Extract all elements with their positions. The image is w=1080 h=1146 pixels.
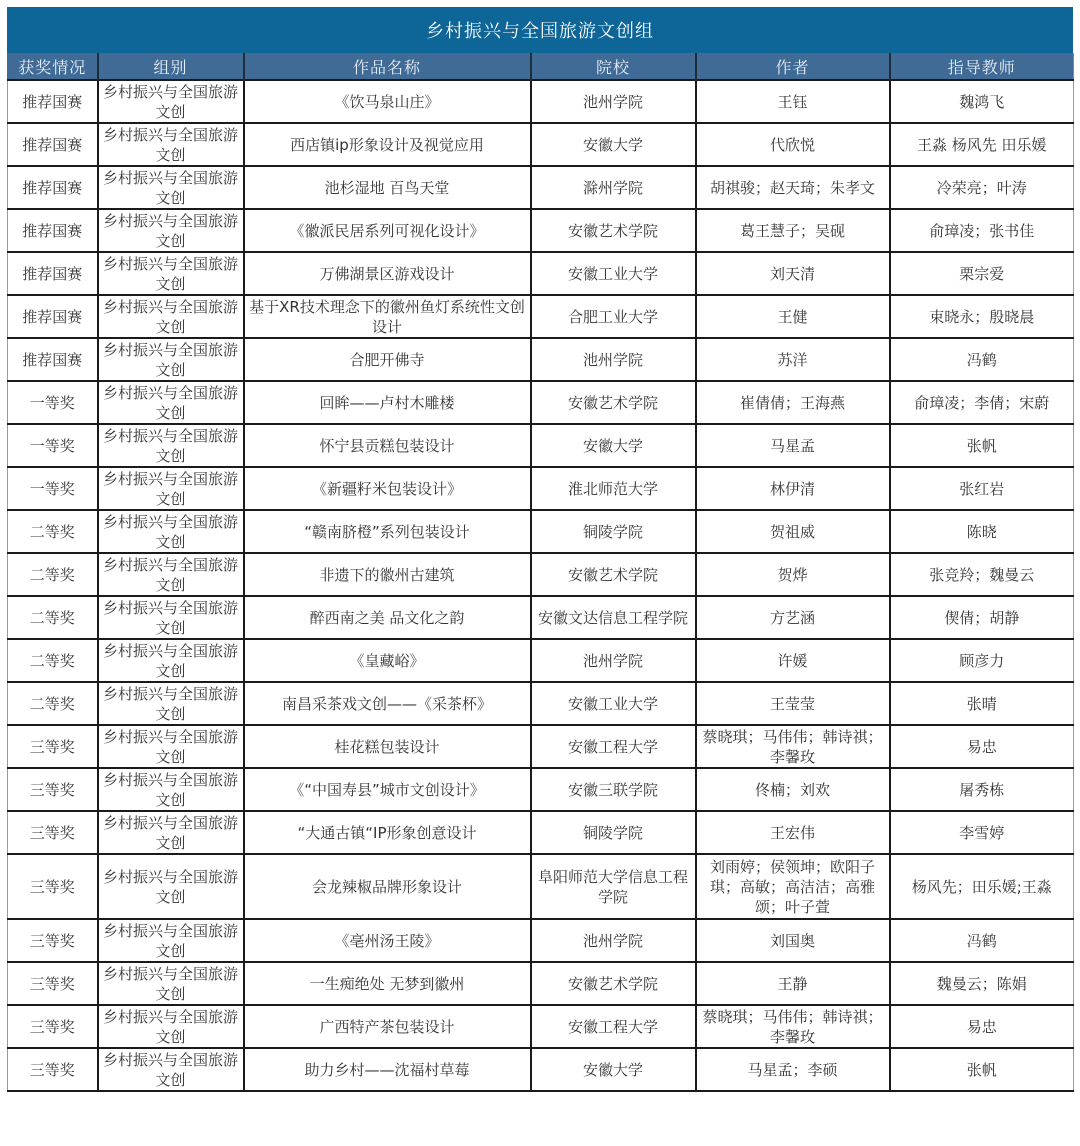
authors-cell: 苏洋 xyxy=(696,338,890,381)
work-title-cell: 《“中国寿县”城市文创设计》 xyxy=(244,768,531,811)
award-cell: 二等奖 xyxy=(8,596,98,639)
work-title-cell: 《亳州汤王陵》 xyxy=(244,919,531,962)
authors-cell: 崔倩倩；王海燕 xyxy=(696,381,890,424)
school-cell: 安徽艺术学院 xyxy=(531,962,696,1005)
school-cell: 阜阳师范大学信息工程学院 xyxy=(531,854,696,919)
table-row xyxy=(8,80,1074,123)
table-body xyxy=(8,80,1074,1091)
authors-cell: 王莹莹 xyxy=(696,682,890,725)
authors-cell: 刘雨婷；侯领坤；欧阳子琪；高敏；高洁洁；高雅颂；叶子萱 xyxy=(696,854,890,919)
table-row xyxy=(8,811,1074,854)
authors-cell: 马星孟 xyxy=(696,424,890,467)
work-title-cell: 《徽派民居系列可视化设计》 xyxy=(244,209,531,252)
group-cell: 乡村振兴与全国旅游文创 xyxy=(98,209,244,252)
work-title-cell: 基于XR技术理念下的徽州鱼灯系统性文创设计 xyxy=(244,295,531,338)
award-cell: 三等奖 xyxy=(8,1048,98,1091)
table-row xyxy=(8,682,1074,725)
award-cell: 三等奖 xyxy=(8,854,98,919)
school-cell: 安徽大学 xyxy=(531,123,696,166)
table-row xyxy=(8,596,1074,639)
advisors-cell: 陈晓 xyxy=(890,510,1074,553)
school-cell: 池州学院 xyxy=(531,80,696,123)
table-row xyxy=(8,854,1074,919)
work-title-cell: 西店镇ip形象设计及视觉应用 xyxy=(244,123,531,166)
school-cell: 安徽工业大学 xyxy=(531,252,696,295)
advisors-cell: 张帆 xyxy=(890,1048,1074,1091)
group-cell: 乡村振兴与全国旅游文创 xyxy=(98,725,244,768)
work-title-cell: 桂花糕包装设计 xyxy=(244,725,531,768)
school-cell: 安徽艺术学院 xyxy=(531,209,696,252)
school-cell: 安徽艺术学院 xyxy=(531,553,696,596)
column-header-school: 院校 xyxy=(531,53,696,80)
advisors-cell: 张帆 xyxy=(890,424,1074,467)
table-row xyxy=(8,962,1074,1005)
group-cell: 乡村振兴与全国旅游文创 xyxy=(98,1005,244,1048)
group-cell: 乡村振兴与全国旅游文创 xyxy=(98,295,244,338)
authors-cell: 刘国奥 xyxy=(696,919,890,962)
advisors-cell: 魏鸿飞 xyxy=(890,80,1074,123)
work-title-cell: “赣南脐橙”系列包装设计 xyxy=(244,510,531,553)
work-title-cell: 池杉湿地 百鸟天堂 xyxy=(244,166,531,209)
school-cell: 池州学院 xyxy=(531,338,696,381)
authors-cell: 王钰 xyxy=(696,80,890,123)
group-cell: 乡村振兴与全国旅游文创 xyxy=(98,252,244,295)
award-cell: 二等奖 xyxy=(8,510,98,553)
group-cell: 乡村振兴与全国旅游文创 xyxy=(98,381,244,424)
work-title-cell: 助力乡村——沈福村草莓 xyxy=(244,1048,531,1091)
group-cell: 乡村振兴与全国旅游文创 xyxy=(98,811,244,854)
advisors-cell: 魏曼云；陈娟 xyxy=(890,962,1074,1005)
award-table xyxy=(7,53,1074,1092)
group-cell: 乡村振兴与全国旅游文创 xyxy=(98,424,244,467)
advisors-cell: 冯鹤 xyxy=(890,919,1074,962)
table-row xyxy=(8,553,1074,596)
authors-cell: 葛王慧子；吴砚 xyxy=(696,209,890,252)
work-title-cell: “大通古镇“IP形象创意设计 xyxy=(244,811,531,854)
column-header-advisors: 指导教师 xyxy=(890,53,1074,80)
school-cell: 安徽工业大学 xyxy=(531,682,696,725)
table-row xyxy=(8,919,1074,962)
column-header-work: 作品名称 xyxy=(244,53,531,80)
advisors-cell: 易忠 xyxy=(890,1005,1074,1048)
table-row xyxy=(8,510,1074,553)
advisors-cell: 张红岩 xyxy=(890,467,1074,510)
authors-cell: 贺烨 xyxy=(696,553,890,596)
award-cell: 推荐国赛 xyxy=(8,80,98,123)
advisors-cell: 偰倩；胡静 xyxy=(890,596,1074,639)
table-row xyxy=(8,424,1074,467)
advisors-cell: 束晓永；殷晓晨 xyxy=(890,295,1074,338)
table-row xyxy=(8,725,1074,768)
award-cell: 二等奖 xyxy=(8,553,98,596)
school-cell: 安徽大学 xyxy=(531,1048,696,1091)
group-cell: 乡村振兴与全国旅游文创 xyxy=(98,596,244,639)
award-cell: 推荐国赛 xyxy=(8,123,98,166)
authors-cell: 王宏伟 xyxy=(696,811,890,854)
authors-cell: 王静 xyxy=(696,962,890,1005)
school-cell: 池州学院 xyxy=(531,919,696,962)
group-cell: 乡村振兴与全国旅游文创 xyxy=(98,682,244,725)
school-cell: 铜陵学院 xyxy=(531,510,696,553)
table-row xyxy=(8,295,1074,338)
award-cell: 二等奖 xyxy=(8,682,98,725)
award-cell: 一等奖 xyxy=(8,424,98,467)
award-cell: 二等奖 xyxy=(8,639,98,682)
group-cell: 乡村振兴与全国旅游文创 xyxy=(98,962,244,1005)
table-row xyxy=(8,209,1074,252)
authors-cell: 代欣悦 xyxy=(696,123,890,166)
award-cell: 三等奖 xyxy=(8,962,98,1005)
school-cell: 安徽工程大学 xyxy=(531,1005,696,1048)
award-cell: 三等奖 xyxy=(8,811,98,854)
advisors-cell: 李雪婷 xyxy=(890,811,1074,854)
group-cell: 乡村振兴与全国旅游文创 xyxy=(98,467,244,510)
award-cell: 三等奖 xyxy=(8,919,98,962)
award-cell: 三等奖 xyxy=(8,1005,98,1048)
authors-cell: 蔡晓琪；马伟伟；韩诗祺；李馨玫 xyxy=(696,725,890,768)
school-cell: 滁州学院 xyxy=(531,166,696,209)
work-title-cell: 一生痴绝处 无梦到徽州 xyxy=(244,962,531,1005)
advisors-cell: 杨风先；田乐媛;王淼 xyxy=(890,854,1074,919)
work-title-cell: 合肥开佛寺 xyxy=(244,338,531,381)
advisors-cell: 栗宗爱 xyxy=(890,252,1074,295)
authors-cell: 刘天清 xyxy=(696,252,890,295)
award-cell: 推荐国赛 xyxy=(8,209,98,252)
table-row xyxy=(8,467,1074,510)
school-cell: 安徽工程大学 xyxy=(531,725,696,768)
award-cell: 三等奖 xyxy=(8,768,98,811)
advisors-cell: 王淼 杨风先 田乐媛 xyxy=(890,123,1074,166)
school-cell: 合肥工业大学 xyxy=(531,295,696,338)
group-cell: 乡村振兴与全国旅游文创 xyxy=(98,80,244,123)
group-cell: 乡村振兴与全国旅游文创 xyxy=(98,510,244,553)
table-title: 乡村振兴与全国旅游文创组 xyxy=(7,7,1073,53)
advisors-cell: 俞璋凌；张书佳 xyxy=(890,209,1074,252)
authors-cell: 贺祖威 xyxy=(696,510,890,553)
work-title-cell: 醉西南之美 品文化之韵 xyxy=(244,596,531,639)
group-cell: 乡村振兴与全国旅游文创 xyxy=(98,639,244,682)
advisors-cell: 张晴 xyxy=(890,682,1074,725)
group-cell: 乡村振兴与全国旅游文创 xyxy=(98,768,244,811)
authors-cell: 林伊清 xyxy=(696,467,890,510)
school-cell: 淮北师范大学 xyxy=(531,467,696,510)
column-header-award: 获奖情况 xyxy=(8,53,98,80)
advisors-cell: 张竞羚；魏曼云 xyxy=(890,553,1074,596)
authors-cell: 佟楠；刘欢 xyxy=(696,768,890,811)
column-header-group: 组别 xyxy=(98,53,244,80)
work-title-cell: 《皇藏峪》 xyxy=(244,639,531,682)
group-cell: 乡村振兴与全国旅游文创 xyxy=(98,919,244,962)
column-header-authors: 作者 xyxy=(696,53,890,80)
school-cell: 铜陵学院 xyxy=(531,811,696,854)
school-cell: 池州学院 xyxy=(531,639,696,682)
school-cell: 安徽艺术学院 xyxy=(531,381,696,424)
advisors-cell: 顾彦力 xyxy=(890,639,1074,682)
authors-cell: 蔡晓琪；马伟伟；韩诗祺；李馨玫 xyxy=(696,1005,890,1048)
table-row xyxy=(8,252,1074,295)
work-title-cell: 非遗下的徽州古建筑 xyxy=(244,553,531,596)
advisors-cell: 俞璋凌；李倩；宋蔚 xyxy=(890,381,1074,424)
table-row xyxy=(8,1048,1074,1091)
table-row xyxy=(8,768,1074,811)
group-cell: 乡村振兴与全国旅游文创 xyxy=(98,553,244,596)
advisors-cell: 冷荣亮；叶涛 xyxy=(890,166,1074,209)
school-cell: 安徽文达信息工程学院 xyxy=(531,596,696,639)
advisors-cell: 屠秀栋 xyxy=(890,768,1074,811)
school-cell: 安徽大学 xyxy=(531,424,696,467)
work-title-cell: 会龙辣椒品牌形象设计 xyxy=(244,854,531,919)
work-title-cell: 南昌采茶戏文创——《采茶杯》 xyxy=(244,682,531,725)
group-cell: 乡村振兴与全国旅游文创 xyxy=(98,854,244,919)
group-cell: 乡村振兴与全国旅游文创 xyxy=(98,1048,244,1091)
award-cell: 推荐国赛 xyxy=(8,295,98,338)
work-title-cell: 万佛湖景区游戏设计 xyxy=(244,252,531,295)
work-title-cell: 广西特产茶包装设计 xyxy=(244,1005,531,1048)
award-cell: 推荐国赛 xyxy=(8,252,98,295)
advisors-cell: 易忠 xyxy=(890,725,1074,768)
award-table-container xyxy=(7,7,1073,1092)
authors-cell: 方艺涵 xyxy=(696,596,890,639)
award-cell: 一等奖 xyxy=(8,381,98,424)
authors-cell: 马星孟；李硕 xyxy=(696,1048,890,1091)
school-cell: 安徽三联学院 xyxy=(531,768,696,811)
group-cell: 乡村振兴与全国旅游文创 xyxy=(98,338,244,381)
authors-cell: 许媛 xyxy=(696,639,890,682)
table-row xyxy=(8,123,1074,166)
award-cell: 推荐国赛 xyxy=(8,338,98,381)
table-row xyxy=(8,639,1074,682)
work-title-cell: 《新疆籽米包装设计》 xyxy=(244,467,531,510)
table-row xyxy=(8,338,1074,381)
work-title-cell: 回眸——卢村木雕楼 xyxy=(244,381,531,424)
authors-cell: 胡祺骏；赵天琦；朱孝文 xyxy=(696,166,890,209)
work-title-cell: 怀宁县贡糕包装设计 xyxy=(244,424,531,467)
table-row xyxy=(8,166,1074,209)
header-row xyxy=(8,53,1074,80)
award-cell: 三等奖 xyxy=(8,725,98,768)
table-row xyxy=(8,1005,1074,1048)
award-cell: 推荐国赛 xyxy=(8,166,98,209)
table-row xyxy=(8,381,1074,424)
advisors-cell: 冯鹤 xyxy=(890,338,1074,381)
group-cell: 乡村振兴与全国旅游文创 xyxy=(98,166,244,209)
award-cell: 一等奖 xyxy=(8,467,98,510)
group-cell: 乡村振兴与全国旅游文创 xyxy=(98,123,244,166)
work-title-cell: 《饮马泉山庄》 xyxy=(244,80,531,123)
authors-cell: 王健 xyxy=(696,295,890,338)
